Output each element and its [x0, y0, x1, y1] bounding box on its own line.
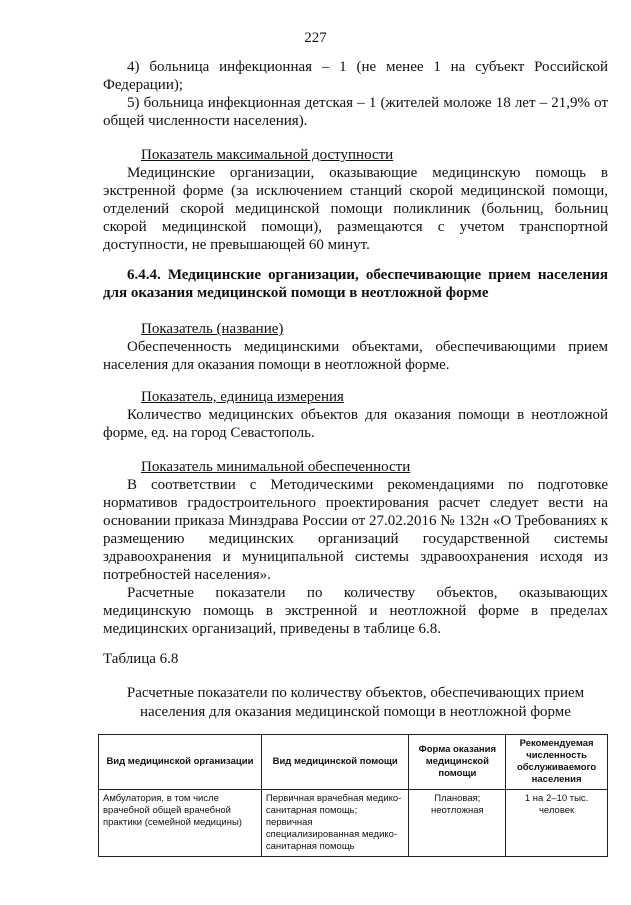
section-heading	[103, 266, 608, 302]
list-item-4: 4) больница инфекционная – 1 (не менее 1 на субъект Российской Федерации);	[103, 59, 608, 93]
table-6-8	[98, 734, 608, 857]
indicator-name-section	[103, 320, 608, 374]
indicator-name-text: Обеспеченность медицинскими объектами, обеспечивающими прием населения для оказания помощи в неотложной форме.	[103, 339, 608, 373]
list-item-5: 5) больница инфекционная детская – 1 (жителей моложе 18 лет – 21,9% от общей численности населения).	[103, 95, 608, 129]
table-label: Таблица 6.8	[103, 651, 179, 667]
indicator-min-text1: В соответствии с Методическими рекомендациями по подготовке нормативов градостроительного проектирования расчет следует вести на основании приказа Минздрава России от 27.02.2016 № 132н «О Требованиях к размещению медицинских организаций государственной системы здравоохранения и муниципальной системы здравоохранения исходя из потребностей населения».	[103, 477, 608, 583]
table-header-row	[99, 735, 608, 790]
indicator-min-section	[103, 458, 608, 638]
section-number: 6.4.4.	[127, 267, 161, 283]
page-number: 227	[304, 30, 327, 46]
header-population: Рекомендуемая численность обслуживаемого населения	[506, 735, 608, 790]
indicator-name-title: Показатель (название)	[141, 321, 284, 337]
indicator-unit-text: Количество медицинских объектов для оказания помощи в неотложной форме, ед. на город Севастополь.	[103, 407, 608, 441]
section-title: Медицинские организации, обеспечивающие прием населения для оказания медицинской помощи в неотложной форме	[103, 267, 609, 301]
cell-care-form: Плановая; неотложная	[409, 790, 506, 857]
max-access-title: Показатель максимальной доступности	[141, 147, 394, 163]
max-access-section	[103, 146, 608, 254]
indicator-min-text2: Расчетные показатели по количеству объектов, оказывающих медицинскую помощь в экстренной и неотложной форме в пределах медицинских организаций, приведены в таблице 6.8.	[103, 585, 608, 637]
indicator-unit-title: Показатель, единица измерения	[141, 389, 344, 405]
cell-org-type: Амбулатория, в том числе врачебной общей врачебной практики (семейной медицины)	[99, 790, 262, 857]
cell-population: 1 на 2–10 тыс. человек	[506, 790, 608, 857]
header-org-type: Вид медицинской организации	[99, 735, 262, 790]
cell-care-type: Первичная врачебная медико-санитарная помощь; первичная специализированная медико-санитарная помощь	[261, 790, 409, 857]
list-block	[103, 58, 608, 130]
header-care-form: Форма оказания медицинской помощи	[409, 735, 506, 790]
indicator-min-title: Показатель минимальной обеспеченности	[141, 459, 411, 475]
table-caption: Расчетные показатели по количеству объектов, обеспечивающих прием населения для оказания медицинской помощи в неотложной форме	[126, 685, 585, 720]
max-access-text: Медицинские организации, оказывающие медицинскую помощь в экстренной форме (за исключением станций скорой медицинской помощи, отделений скорой медицинской помощи поликлиник (больниц, больниц скорой медицинской помощи), размещаются с учетом транспортной доступности, не превышающей 60 минут.	[103, 165, 608, 253]
indicator-unit-section	[103, 388, 608, 442]
table-row	[99, 790, 608, 857]
header-care-type: Вид медицинской помощи	[261, 735, 409, 790]
